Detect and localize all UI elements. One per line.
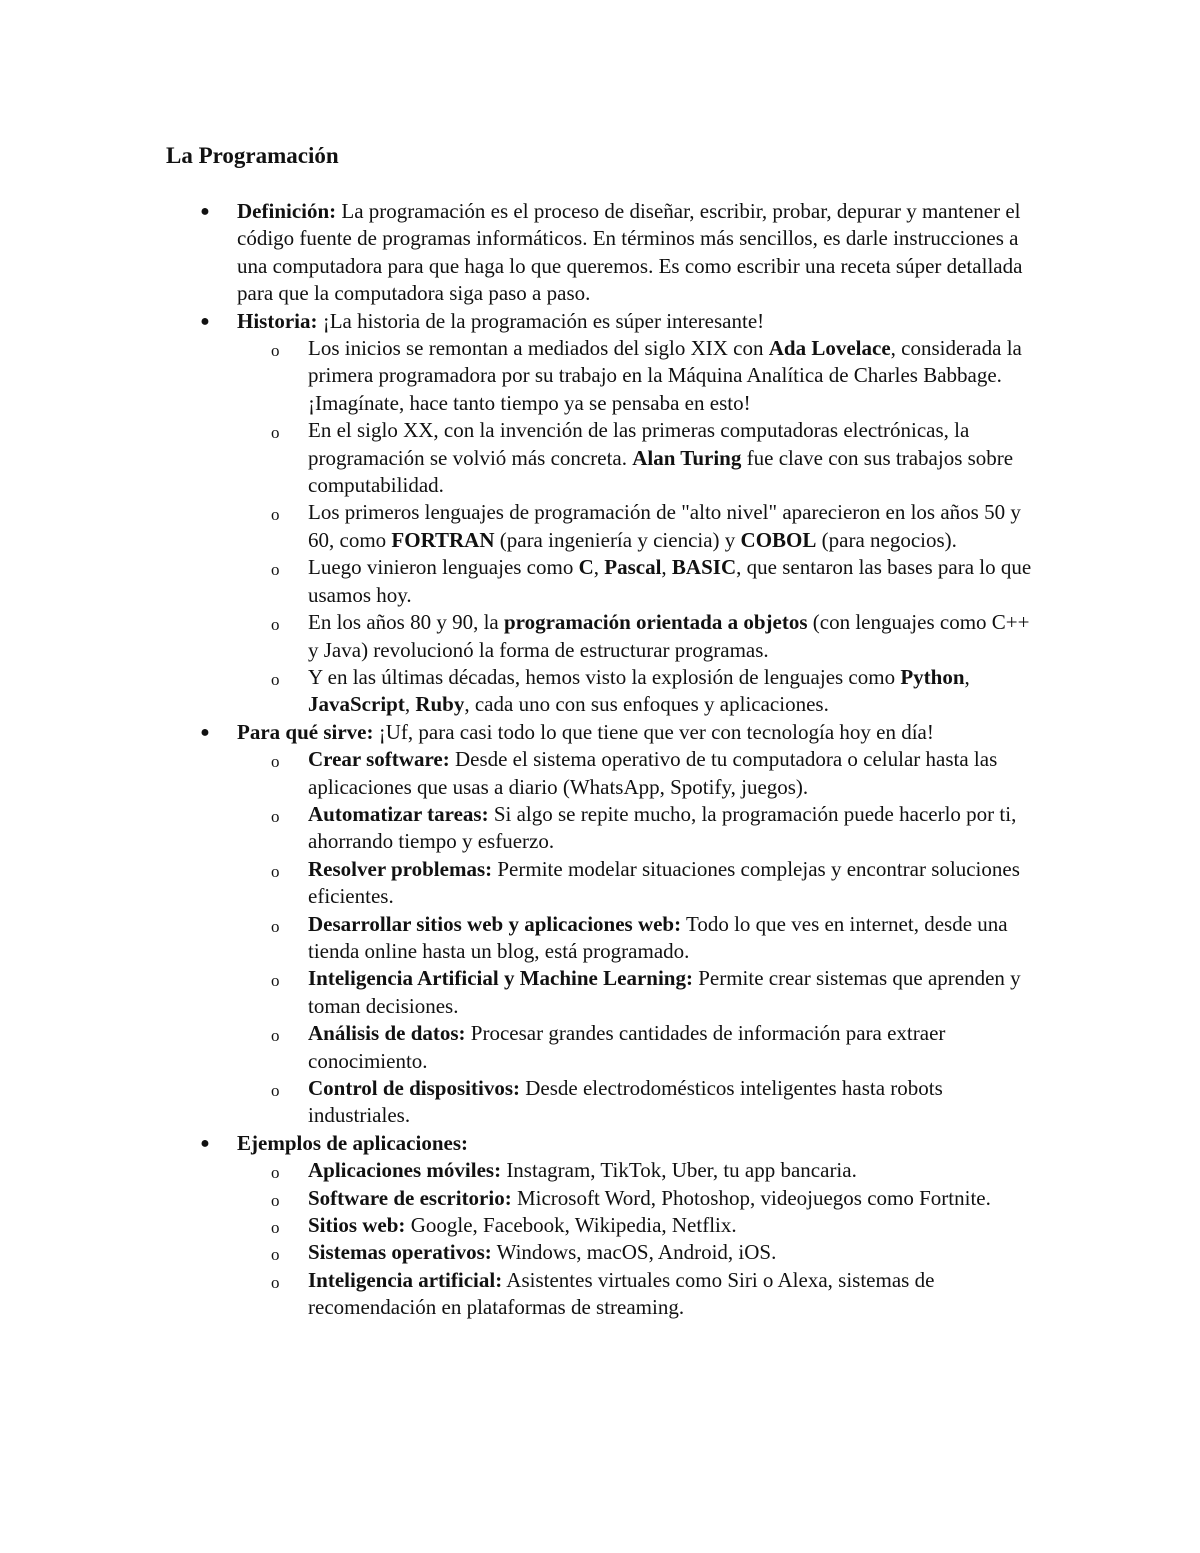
sub-item-text: , (593, 555, 605, 580)
circle-bullet-icon: o (271, 752, 280, 772)
sub-item-text: Windows, macOS, Android, iOS. (491, 1240, 777, 1265)
circle-bullet-icon: o (271, 1081, 280, 1100)
circle-bullet-icon: o (271, 916, 280, 936)
bold-term: Inteligencia artificial: (308, 1267, 503, 1292)
item-label: Ejemplos de aplicaciones: (237, 1130, 468, 1155)
bold-term: Sistemas operativos: (308, 1240, 492, 1265)
sub-list-item (271, 609, 1037, 664)
bullet-icon: ● (200, 203, 210, 220)
sub-item-text: , (964, 664, 970, 689)
sub-item-text: Luego vinieron lenguajes como (308, 555, 579, 580)
sub-list-item (271, 554, 1037, 609)
circle-bullet-icon: o (271, 505, 280, 525)
bullet-icon: ● (200, 312, 210, 330)
bold-term: Pascal (604, 555, 662, 580)
list-item (200, 1130, 1037, 1322)
bold-term: Control de dispositivos: (308, 1076, 520, 1100)
bold-term: COBOL (740, 527, 817, 552)
item-label: Historia: (237, 308, 318, 333)
sub-list-item (271, 1075, 1037, 1130)
main-list (200, 198, 1037, 1322)
bold-term: BASIC (671, 555, 737, 580)
circle-bullet-icon: o (271, 1272, 280, 1292)
circle-bullet-icon: o (271, 806, 280, 826)
bold-term: Ruby (415, 692, 465, 717)
sub-list-item (271, 801, 1037, 856)
sub-list-item (271, 417, 1037, 499)
bold-term: Resolver problemas: (308, 856, 493, 881)
sub-item-text: , (404, 692, 416, 717)
bold-term: C (578, 555, 594, 580)
list-item (200, 719, 1037, 1130)
sub-list-item (271, 746, 1037, 801)
sub-item-text: Permite crear sistemas que aprenden y toman decisiones. (308, 966, 1021, 1018)
bold-term: Desarrollar sitios web y aplicaciones web: (308, 911, 682, 936)
circle-bullet-icon: o (271, 560, 280, 580)
sub-item-text: , cada uno con sus enfoques y aplicaciones. (464, 692, 829, 717)
circle-bullet-icon: o (271, 971, 280, 991)
bold-term: Software de escritorio: (308, 1185, 512, 1210)
circle-bullet-icon: o (271, 1163, 280, 1183)
circle-bullet-icon: o (271, 341, 280, 361)
sub-list-item (271, 965, 1037, 1020)
sub-list-item (271, 1212, 1037, 1239)
sub-item-text: Microsoft Word, Photoshop, videojuegos como Fortnite. (511, 1185, 991, 1210)
item-label: Para qué sirve: (237, 719, 374, 744)
circle-bullet-icon: o (271, 423, 280, 443)
bullet-icon: ● (200, 1134, 210, 1152)
bold-term: Aplicaciones móviles: (308, 1158, 502, 1183)
sub-list-item (271, 499, 1037, 554)
bold-term: JavaScript (308, 692, 405, 717)
sub-item-text: Y en las últimas décadas, hemos visto la explosión de lenguajes como (308, 664, 901, 689)
sub-item-text: Desde el sistema operativo de tu computadora o celular hasta las aplicaciones que usas a diario (WhatsApp, Spotify, juegos). (308, 747, 998, 799)
bold-term: Ada Lovelace (768, 336, 891, 361)
sub-item-text: Asistentes virtuales como Siri o Alexa, sistemas de recomendación en plataformas de streaming. (308, 1267, 935, 1320)
list-item (200, 198, 1037, 308)
item-text: ¡La historia de la programación es súper interesante! (317, 308, 765, 333)
bold-term: Automatizar tareas: (308, 801, 489, 826)
sub-item-text: Todo lo que ves en internet, desde una tienda online hasta un blog, está programado. (308, 911, 1008, 963)
item-text: La programación es el proceso de diseñar, escribir, probar, depurar y mantener el código fuente de programas informáticos. En términos más sencillos, es darle instrucciones a una computadora para que haga lo que queremos. Es como escribir una receta súper detallada para que la computadora siga paso a paso. (237, 199, 1023, 306)
sub-list (237, 335, 1037, 719)
page-title: La Programación (166, 143, 339, 168)
sub-list-item (271, 911, 1037, 966)
sub-item-text: , (661, 555, 672, 580)
sub-list (237, 746, 1037, 1130)
sub-item-text: Desde electrodomésticos inteligentes hasta robots industriales. (308, 1076, 943, 1128)
circle-bullet-icon: o (271, 861, 280, 881)
sub-list-item (271, 856, 1037, 911)
sub-item-text: Permite modelar situaciones complejas y encontrar soluciones eficientes. (308, 856, 1020, 909)
bold-term: Alan Turing (632, 445, 742, 470)
circle-bullet-icon: o (271, 669, 280, 689)
list-item (200, 308, 1037, 719)
sub-item-text: , considerada la primera programadora por su trabajo en la Máquina Analítica de Charles Babbage. ¡Imagínate, hace tanto tiempo ya se pensaba en esto! (308, 336, 1022, 415)
sub-item-text: Los primeros lenguajes de programación de "alto nivel" aparecieron en los años 50 y 60, como (308, 500, 1021, 552)
circle-bullet-icon: o (271, 1245, 280, 1265)
bold-term: Crear software: (308, 747, 450, 772)
bold-term: programación orientada a objetos (503, 610, 808, 635)
bold-term: Análisis de datos: (308, 1021, 466, 1046)
sub-item-text: En los años 80 y 90, la (308, 610, 504, 635)
sub-item-text: Si algo se repite mucho, la programación puede hacerlo por ti, ahorrando tiempo y esfuerzo. (308, 801, 1017, 854)
sub-list-item (271, 1020, 1037, 1075)
sub-list (237, 1157, 1037, 1321)
sub-list-item (271, 335, 1037, 417)
sub-list-item (271, 664, 1037, 719)
sub-item-text: Instagram, TikTok, Uber, tu app bancaria. (501, 1158, 857, 1183)
circle-bullet-icon: o (271, 1218, 280, 1238)
sub-item-text: En el siglo XX, con la invención de las primeras computadoras electrónicas, la programación se volvió más concreta. (308, 418, 970, 470)
circle-bullet-icon: o (271, 615, 280, 635)
circle-bullet-icon: o (271, 1190, 280, 1210)
sub-item-text: , que sentaron las bases para lo que usamos hoy. (308, 555, 1032, 607)
bold-term: Python (900, 664, 965, 689)
sub-item-text: Los inicios se remontan a mediados del siglo XIX con (308, 336, 769, 361)
sub-list-item (271, 1267, 1037, 1322)
bold-term: Sitios web: (308, 1213, 406, 1238)
sub-item-text: Procesar grandes cantidades de información para extraer conocimiento. (308, 1021, 946, 1073)
sub-item-text: fue clave con sus trabajos sobre computabilidad. (308, 445, 1014, 498)
item-label: Definición: (237, 199, 337, 223)
bullet-icon: ● (200, 723, 210, 741)
bold-term: FORTRAN (391, 527, 495, 552)
sub-list-item (271, 1239, 1037, 1266)
sub-list-item (271, 1185, 1037, 1212)
sub-item-text: (con lenguajes como C++ y Java) revolucionó la forma de estructurar programas. (308, 610, 1030, 662)
circle-bullet-icon: o (271, 1026, 280, 1046)
sub-item-text: (para ingeniería y ciencia) y (494, 527, 741, 552)
sub-item-text: (para negocios). (816, 527, 957, 552)
item-text: ¡Uf, para casi todo lo que tiene que ver con tecnología hoy en día! (373, 719, 934, 744)
sub-item-text: Google, Facebook, Wikipedia, Netflix. (405, 1213, 737, 1238)
bold-term: Inteligencia Artificial y Machine Learning: (308, 966, 693, 991)
sub-list-item (271, 1157, 1037, 1184)
